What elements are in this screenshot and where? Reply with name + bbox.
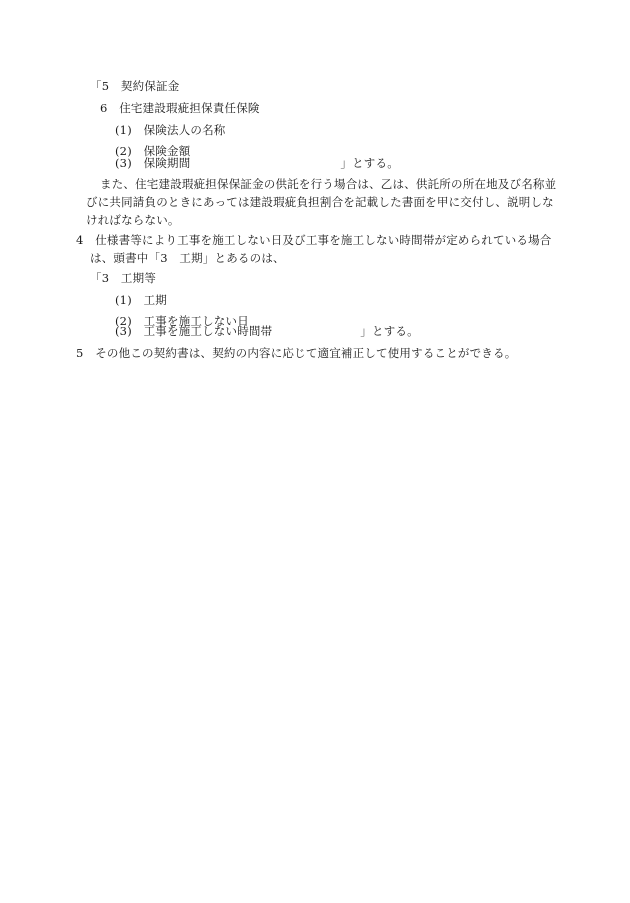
clause5-sub3	[115, 156, 399, 170]
item4-sub3-label: (3) 工事を施工しない時間帯	[115, 324, 273, 338]
clause5-item6: 6 住宅建設瑕疵担保責任保険	[100, 101, 260, 115]
item4-sub3-end: 」とする。	[360, 324, 419, 338]
item5-line-1: 5 その他この契約書は、契約の内容に応じて適宜補正して使用することができる。	[76, 346, 517, 360]
item4-sub1: (1) 工期	[115, 293, 167, 307]
clause5-sub3-end: 」とする。	[340, 156, 399, 170]
clause5-sub3-label: (3) 保険期間	[115, 156, 191, 170]
item4-line-2: は、頭書中「3 工期」とあるのは、	[90, 251, 285, 265]
item4-sub2: (2) 工事を施工しない日	[115, 314, 249, 328]
clause5-heading: 「5 契約保証金	[90, 79, 180, 93]
item4-line-1: 4 仕様書等により工事を施工しない日及び工事を施工しない時間帯が定められている場合	[76, 233, 552, 247]
paragraph-line-3: ければならない。	[86, 213, 180, 227]
paragraph-line-2: びに共同請負のときにあっては建設瑕疵負担割合を記載した書面を甲に交付し、説明しな	[86, 195, 554, 209]
clause5-sub1: (1) 保険法人の名称	[115, 123, 226, 137]
paragraph-line-1: また、住宅建設瑕疵担保保証金の供託を行う場合は、乙は、供託所の所在地及び名称並	[100, 177, 557, 191]
item4-sub3	[115, 324, 419, 338]
item4-heading: 「3 工期等	[90, 271, 157, 285]
clause5-sub2: (2) 保険金額	[115, 144, 191, 158]
